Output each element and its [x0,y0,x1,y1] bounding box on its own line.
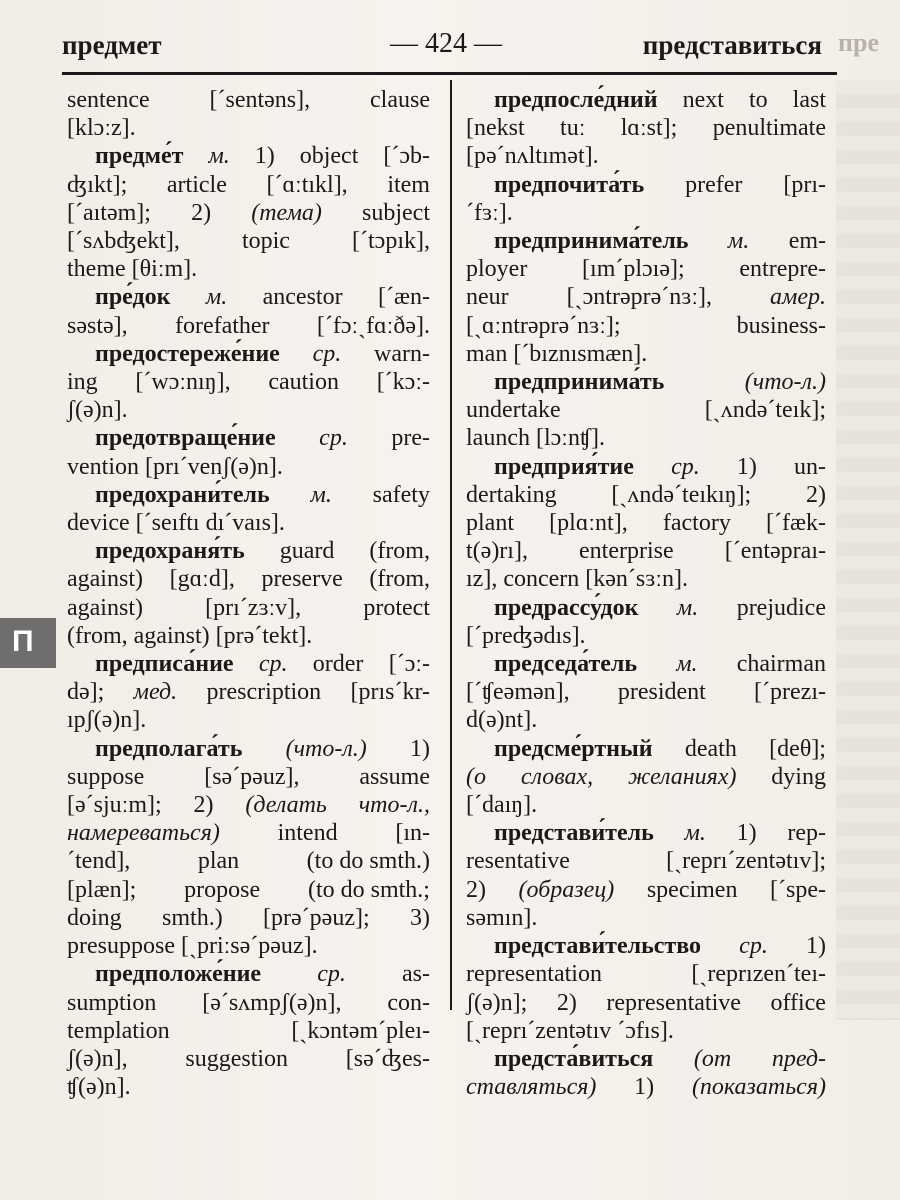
text-segment: propose [184,876,261,903]
text-segment: [ˊspe- [770,876,826,903]
text-line [67,904,430,932]
text-segment: [əˊsʌmpʃ(ə)n], [202,989,342,1016]
text-segment: [ˊwɔːnıŋ], [135,369,231,396]
header-rule [62,72,837,75]
text-segment: ˊtend], [67,848,131,875]
text-segment: theme [θiːm]. [67,256,198,283]
text-segment: [əˊsjuːm]; [67,792,162,819]
text-segment: ʃ(ə)n]. [67,397,128,424]
text-line [466,565,826,593]
text-segment: against) [67,594,143,621]
text-line [67,1017,430,1045]
bleed-through-header: пре [838,28,879,57]
text-segment: [ˊɑːtıkl], [266,171,348,198]
text-segment: [ˏʌndəˊteıkıŋ]; [611,481,752,508]
text-segment: as- [402,961,430,988]
running-header [62,22,822,62]
bleed-through-area [836,80,900,1020]
text-segment: ср. [671,453,700,480]
headword: предсме́ртный [494,735,653,762]
text-segment: (to do smth.) [306,848,430,875]
entry-line [466,227,826,255]
text-segment: [ˊaıtəm]; [67,199,151,226]
text-segment: м. [208,143,230,170]
headword: предохрани́тель [95,481,270,508]
text-line [466,904,826,932]
entry-line [67,960,430,988]
text-segment: to [748,87,768,113]
text-line [466,283,826,311]
text-segment: tuː [560,115,586,142]
text-segment: [ˊpreʤədıs]. [466,622,586,649]
text-segment: un- [794,453,826,480]
text-line [67,312,430,340]
headword: предполага́ть [95,735,243,762]
text-line [67,1073,430,1101]
text-segment: [ˏʌndəˊteık]; [704,397,826,424]
text-segment: con- [387,989,430,1016]
text-segment: (from, [369,566,430,593]
text-segment: t(ə)rı], [466,538,528,565]
text-segment: ancestor [262,284,343,311]
text-segment: [ˊfɔːˏfɑːðə]. [316,312,430,339]
text-segment: [deθ]; [769,735,826,762]
text-segment: səmın]. [466,904,538,931]
text-line [67,114,430,142]
text-line [466,876,826,904]
text-segment: (делать [245,792,327,819]
text-segment: (образец) [518,876,615,903]
text-line [67,368,430,396]
text-segment: d(ə)nt]. [466,707,538,734]
thumb-index-tab [0,618,56,668]
entry-line [67,142,430,170]
text-segment: sentence [67,87,150,113]
headword: предотвраще́ние [95,425,276,452]
text-segment: (показаться) [691,1074,826,1101]
text-segment: (тема) [251,199,322,226]
text-segment: prescription [206,679,322,706]
text-line [466,622,826,650]
text-line [466,960,826,988]
text-segment: намереваться) [67,820,220,847]
text-line [67,86,430,114]
text-line [67,255,430,283]
entry-line [466,368,826,396]
text-segment: next [682,87,724,113]
text-segment: (о [466,763,486,790]
text-segment: ʧ(ə)n]. [67,1074,131,1101]
entry-line [67,481,430,509]
entry-line [466,453,826,481]
text-segment: 1) [736,453,757,480]
text-line [466,989,826,1017]
text-segment: что-л., [358,792,430,819]
text-segment: 1) [805,933,826,960]
text-segment: м. [310,481,332,508]
text-segment: [plɑːnt], [549,510,628,537]
text-line [67,819,430,847]
text-segment: ср. [312,340,342,367]
text-line [466,791,826,819]
text-segment: м. [676,651,698,678]
text-segment: [ın- [395,820,430,847]
text-segment: resentative [466,848,570,875]
text-line [67,763,430,791]
text-segment: мед. [133,679,178,706]
text-segment: forefather [174,312,270,339]
text-segment: guard [279,538,335,565]
text-line [67,396,430,424]
text-line [67,791,430,819]
text-segment: clause [370,87,430,113]
text-segment: [ˊsentəns], [209,87,311,113]
headword: предпринима́ть [494,369,665,396]
text-line [67,565,430,593]
text-line [466,537,826,565]
text-segment: preserve [261,566,343,593]
text-line [466,255,826,283]
text-line [67,509,430,537]
text-segment: [prıˊzɜːv], [205,594,302,621]
text-line [466,199,826,227]
text-segment: factory [662,510,731,537]
column-divider [450,80,452,1010]
entry-line [67,340,430,368]
text-segment: subject [362,199,430,226]
text-segment: vention [prıˊvenʃ(ə)n]. [67,453,283,480]
text-segment: 1) [254,143,275,170]
text-segment: [ˊprezı- [754,679,826,706]
text-segment: rep- [787,820,826,847]
text-line [466,424,826,452]
entry-line [67,537,430,565]
text-segment: entrepre- [739,256,826,283]
text-segment: 2) [556,989,577,1016]
text-segment: president [617,679,706,706]
text-line [67,594,430,622]
text-segment: undertake [466,397,561,424]
text-line [67,453,430,481]
text-segment: device [ˊseıftı dıˊvaıs]. [67,510,285,537]
text-segment: [ˏɔntrəprəˊnɜː], [566,284,712,311]
text-segment: item [387,171,430,198]
text-segment: [ˊdaıŋ]. [466,792,538,819]
text-segment: representative [606,989,741,1016]
text-segment: object [299,143,359,170]
text-segment: plan [197,848,240,875]
page-number: — 424 — [390,28,502,59]
text-line [466,1017,826,1045]
text-segment: [səˊʤes- [345,1045,430,1072]
text-segment: 2) [193,792,214,819]
text-line [67,876,430,904]
headword: представи́тель [494,820,654,847]
text-segment: м. [205,284,228,311]
text-segment: [ˊkɔː- [376,369,430,396]
text-segment: prejudice [736,594,826,621]
text-segment: [ˊɔb- [383,143,430,170]
text-segment: [ˊtɔpık], [352,228,430,255]
header-last-word: представиться [642,30,822,60]
text-segment: templation [67,1017,170,1044]
text-segment: пред- [771,1045,826,1072]
headword: предприя́тие [494,453,634,480]
text-segment: амер. [770,284,826,311]
entry-line [466,650,826,678]
header-first-word: предмет [62,30,162,60]
headword: предрассу́док [494,594,639,621]
text-segment: [ˏɑːntrəprəˊnɜː]; [466,312,621,339]
text-line [466,509,826,537]
text-line [67,171,430,199]
text-segment: [gɑːd], [169,566,235,593]
text-segment: (to do smth.; [307,876,430,903]
thumb-index-letter: П [12,625,34,658]
text-segment: man [ˊbıznısmæn]. [466,340,648,367]
headword: председа́тель [494,651,638,678]
text-segment: ʃ(ə)n]; [466,989,528,1016]
text-segment: [ımˊplɔıə]; [582,256,685,283]
headword: предпринима́тель [494,228,689,255]
text-line [466,481,826,509]
text-segment: ıpʃ(ə)n]. [67,707,147,734]
headword: предпосле́дний [494,87,658,113]
text-line [466,340,826,368]
right-column [466,86,826,1101]
text-segment: office [770,989,826,1016]
text-segment: [ˏkɔntəmˊpleı- [291,1017,430,1044]
text-segment: caution [268,369,339,396]
text-segment: chairman [736,651,826,678]
text-line [466,678,826,706]
text-segment: (что-л.) [744,369,826,396]
text-segment: representation [466,961,602,988]
text-segment: smth.) [162,904,223,931]
text-line [466,114,826,142]
text-segment: protect [363,594,430,621]
text-segment: ср. [739,933,768,960]
text-line [466,312,826,340]
headword: предпочита́ть [494,171,645,198]
text-line [466,396,826,424]
text-segment: assume [359,763,430,790]
text-segment: em- [788,228,826,255]
text-line [466,1073,826,1101]
text-segment: suggestion [185,1045,289,1072]
entry-line [466,932,826,960]
text-segment: neur [466,284,509,311]
text-segment: [prı- [783,171,826,198]
text-segment: də]; [67,679,105,706]
text-segment: 1) [410,735,430,762]
text-segment: ız], concern [kənˊsɜːn]. [466,566,688,593]
text-segment: [ˊfæk- [765,510,826,537]
entry-line [466,594,826,622]
text-segment: enterprise [579,538,674,565]
text-segment: ср. [319,425,348,452]
text-segment: ˊfɜː]. [466,199,513,226]
text-segment: ставляться) [466,1074,597,1101]
text-segment: specimen [646,876,738,903]
text-segment: [ˏreprızenˊteı- [691,961,826,988]
text-segment: [prısˊkr- [350,679,430,706]
text-segment: (от [693,1045,732,1072]
text-segment: ing [67,369,98,396]
text-segment: 2) [466,876,486,903]
text-segment: [ˊɔː- [388,651,430,678]
text-line [466,847,826,875]
text-line [67,622,430,650]
text-line [67,227,430,255]
text-segment: [pəˊnʌltımət]. [466,143,599,170]
text-segment: (from, [369,538,430,565]
headword: представи́тельство [494,933,702,960]
text-segment: presuppose [ˏpriːsəˊpəuz]. [67,933,318,960]
text-segment: [səˊpəuz], [204,763,300,790]
text-segment: dertaking [466,481,557,508]
text-segment: launch [lɔːnʧ]. [466,425,605,452]
entry-line [466,735,826,763]
text-segment: [klɔːz]. [67,115,136,142]
headword: предме́т [95,143,184,170]
text-segment: last [792,87,826,113]
text-segment: [ˏreprıˊzentətıv]; [666,848,826,875]
headword: предостереже́ние [95,340,280,367]
text-segment: 1) [736,820,757,847]
text-segment: 3) [409,904,430,931]
text-segment: warn- [374,340,430,367]
text-segment: [ˊsʌbʤekt], [67,228,180,255]
entry-line [67,735,430,763]
text-segment: order [312,651,364,678]
text-segment: suppose [67,763,145,790]
left-column [67,86,430,1101]
headword: предположе́ние [95,961,262,988]
text-line [67,706,430,734]
text-line [67,678,430,706]
text-segment: [ˊæn- [378,284,430,311]
text-line [67,199,430,227]
text-segment: словах, [520,763,594,790]
text-line [466,142,826,170]
text-segment: м. [684,820,706,847]
text-segment: penultimate [712,115,826,142]
text-segment: (from, against) [prəˊtekt]. [67,622,313,649]
entry-line [466,819,826,847]
text-segment: ʃ(ə)n], [67,1045,128,1072]
text-line [67,1045,430,1073]
text-segment: prefer [685,171,743,198]
text-segment: against) [67,566,143,593]
text-line [466,763,826,791]
text-segment: 1) [634,1074,655,1101]
text-segment: intend [277,820,338,847]
text-segment: səstə], [67,312,128,339]
text-segment: sumption [67,989,157,1016]
text-segment: article [166,171,227,198]
headword: предписа́ние [95,651,234,678]
text-segment: doing [67,904,122,931]
text-segment: pre- [391,425,430,452]
text-segment: safety [372,481,430,508]
text-segment: [ˊʧeəmən], [466,679,570,706]
text-segment: [nekst [466,115,525,142]
text-segment: [ˏreprıˊzentətıv ˊɔfıs]. [466,1017,674,1044]
text-segment: lɑːst]; [620,115,678,142]
headword: предста́виться [494,1045,654,1072]
text-segment: ср. [317,961,346,988]
headword: предохраня́ть [95,538,245,565]
text-segment: topic [241,228,290,255]
entry-line [67,650,430,678]
text-segment: ployer [466,256,528,283]
entry-line [466,86,826,114]
text-segment: business- [736,312,826,339]
text-segment: желаниях) [627,763,737,790]
text-segment: death [684,735,737,762]
text-segment: ʤıkt]; [67,171,128,198]
text-line [67,989,430,1017]
text-segment: (что-л.) [285,735,367,762]
text-segment: [ˊentəpraı- [724,538,826,565]
text-segment: dying [771,763,826,790]
entry-line [466,1045,826,1073]
text-segment: 2) [191,199,212,226]
text-segment: plant [466,510,514,537]
text-line [67,932,430,960]
entry-line [466,171,826,199]
text-segment: м. [676,594,699,621]
text-segment: 2) [806,481,826,508]
entry-line [67,424,430,452]
text-segment: [plæn]; [67,876,137,903]
headword: пре́док [95,284,171,311]
entry-line [67,283,430,311]
text-segment: м. [727,228,750,255]
text-line [67,847,430,875]
text-segment: ср. [258,651,288,678]
text-line [466,706,826,734]
text-segment: [prəˊpəuz]; [263,904,370,931]
